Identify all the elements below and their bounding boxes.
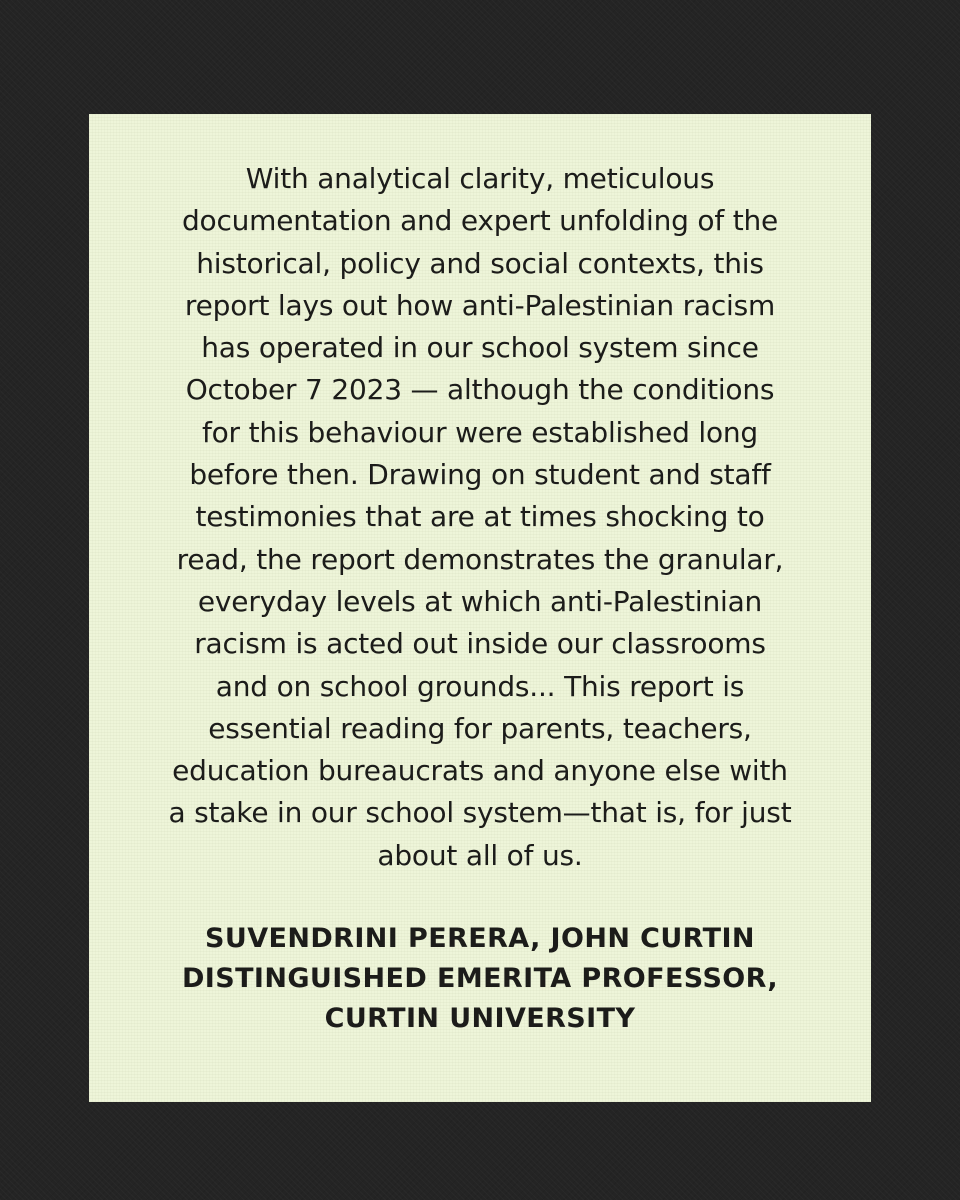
attribution-line: DISTINGUISHED EMERITA PROFESSOR,: [181, 963, 778, 995]
quote-line: documentation and expert unfolding of the: [181, 204, 779, 238]
quote-line: racism is acted out inside our classrooms: [194, 627, 766, 661]
quote-line: and on school grounds... This report is: [215, 669, 745, 703]
quote-line: everyday levels at which anti-Palestinian: [197, 584, 763, 618]
quote-line: historical, policy and social contexts, this: [196, 246, 764, 280]
attribution: [119, 919, 841, 1039]
quote-line: about all of us.: [377, 838, 583, 872]
quote-line: for this behaviour were established long: [201, 415, 759, 449]
quote-line: essential reading for parents, teachers,: [208, 711, 752, 745]
quote-card: [89, 114, 871, 1102]
quote-line: report lays out how anti-Palestinian racism: [184, 288, 776, 322]
attribution-line: SUVENDRINI PERERA, JOHN CURTIN: [205, 923, 755, 955]
quote-line: read, the report demonstrates the granular,: [176, 542, 784, 576]
attribution-line: CURTIN UNIVERSITY: [324, 1003, 636, 1035]
quote-line: testimonies that are at times shocking to: [195, 500, 765, 534]
quote-line: With analytical clarity, meticulous: [245, 162, 715, 195]
quote-line: education bureaucrats and anyone else with: [172, 754, 788, 788]
quote-text: [119, 158, 841, 877]
quote-line: October 7 2023 — although the conditions: [185, 373, 775, 407]
quote-line: has operated in our school system since: [201, 331, 759, 365]
quote-line: a stake in our school system—that is, for just: [168, 796, 792, 830]
quote-line: before then. Drawing on student and staff: [189, 458, 771, 492]
